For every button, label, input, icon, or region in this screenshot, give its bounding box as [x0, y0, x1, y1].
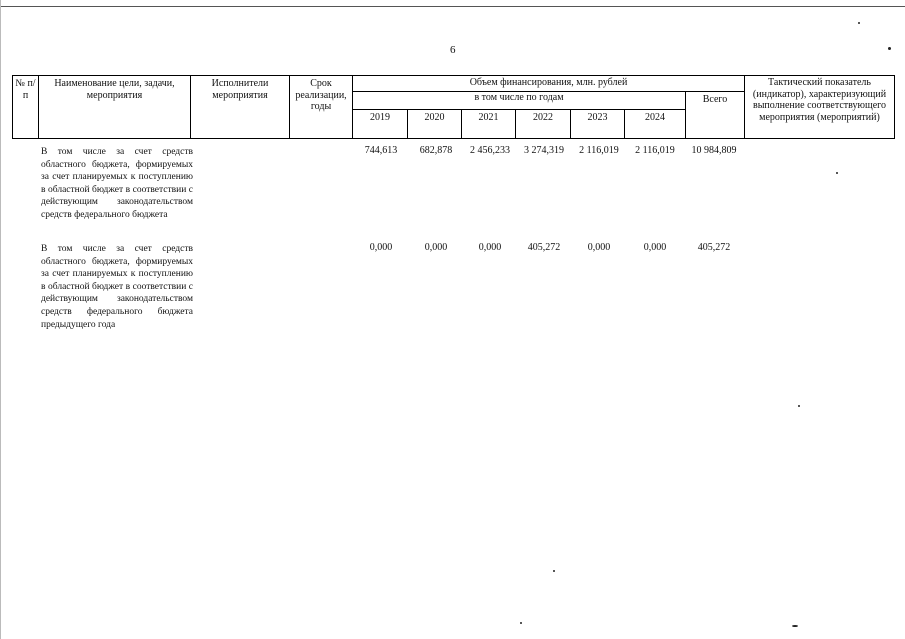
- value-2021: 2 456,233: [470, 145, 510, 156]
- scan-edge-left: [0, 0, 1, 639]
- value-2022: 3 274,319: [524, 145, 564, 156]
- scan-speck: [553, 570, 555, 572]
- col-executors: Исполнители мероприятия: [191, 76, 290, 139]
- value-2021: 0,000: [478, 242, 502, 253]
- col-year: 2020: [408, 110, 462, 139]
- financing-table-header: [12, 75, 895, 139]
- scan-speck: [858, 22, 860, 24]
- col-year: 2023: [571, 110, 625, 139]
- scan-speck: [798, 405, 800, 407]
- col-by-years: в том числе по годам: [353, 92, 686, 110]
- value-2023: 2 116,019: [579, 145, 619, 156]
- col-number: № п/п: [13, 76, 39, 139]
- value-2024: 2 116,019: [635, 145, 675, 156]
- value-2023: 0,000: [587, 242, 611, 253]
- value-total: 405,272: [697, 242, 731, 253]
- value-2019: 744,613: [364, 145, 398, 156]
- scan-speck: [520, 622, 522, 624]
- value-2024: 0,000: [643, 242, 667, 253]
- col-total: Всего: [686, 92, 745, 139]
- col-financing: Объем финансирования, млн. рублей: [353, 76, 745, 92]
- col-indicator: Тактический показатель (индикатор), характеризующий выполнение соответствующего мероприятия (мероприятий): [745, 76, 895, 139]
- value-total: 10 984,809: [691, 145, 737, 156]
- col-name: Наименование цели, задачи, мероприятия: [39, 76, 191, 139]
- value-2020: 0,000: [424, 242, 448, 253]
- row-description: В том числе за счет средств областного бюджета, формируемых за счет планируемых к поступлению в областной бюджет в соответствии с действующим законодательством средств федерального бюджета предыдущего года: [41, 244, 193, 330]
- scan-edge-top: [0, 6, 905, 7]
- scan-speck: [792, 625, 798, 627]
- row-description: В том числе за счет средств областного бюджета, формируемых за счет планируемых к поступлению в областной бюджет в соответствии с действующим законодательством средств федерального бюджета: [41, 147, 193, 220]
- col-term: Срок реализации, годы: [290, 76, 353, 139]
- col-year: 2022: [516, 110, 571, 139]
- page-number: 6: [450, 44, 456, 56]
- col-year: 2019: [353, 110, 408, 139]
- scan-speck: [836, 172, 838, 174]
- col-year: 2024: [625, 110, 686, 139]
- col-year: 2021: [462, 110, 516, 139]
- value-2020: 682,878: [419, 145, 453, 156]
- value-2019: 0,000: [369, 242, 393, 253]
- scan-speck: [888, 47, 891, 50]
- value-2022: 405,272: [527, 242, 561, 253]
